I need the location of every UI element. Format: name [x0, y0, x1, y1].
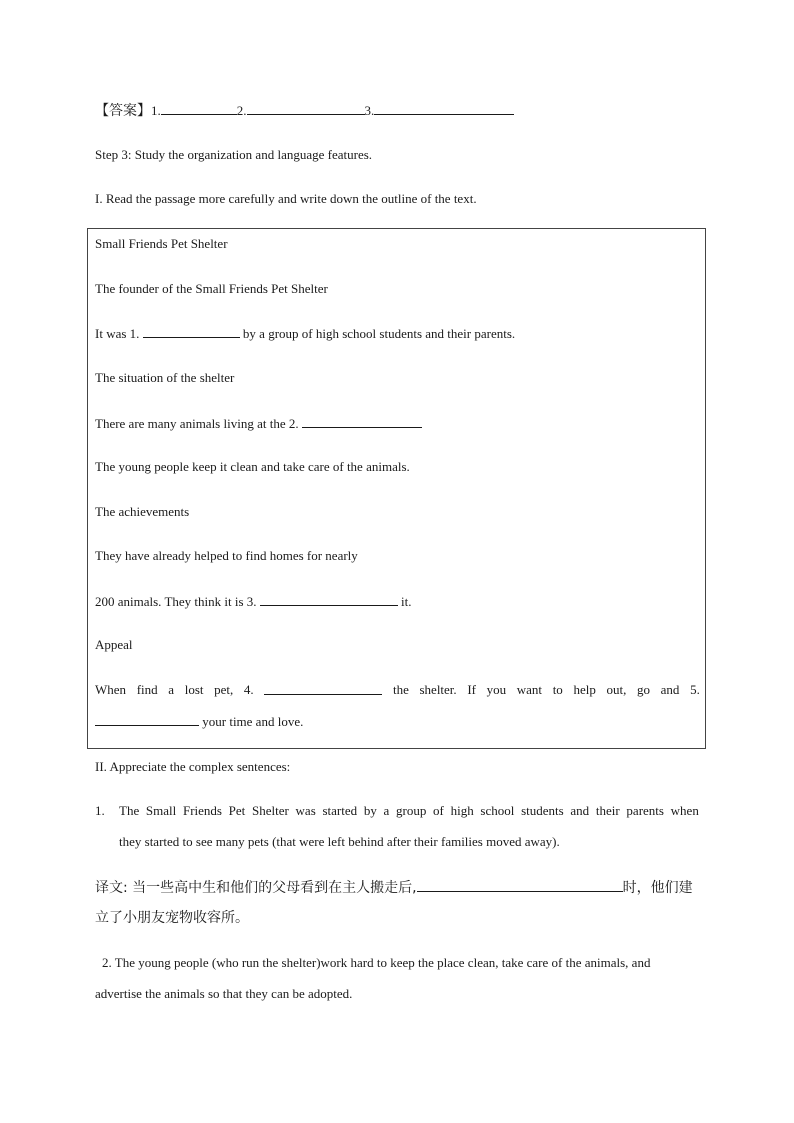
blank-3[interactable]: [260, 592, 398, 606]
translation-blank[interactable]: [417, 878, 623, 892]
sentence2-line-2: advertise the animals so that they can be adopted.: [95, 986, 353, 1001]
sentence2-line-1: 2. The young people (who run the shelter)work hard to keep the place clean, take care of the animals, and: [102, 955, 651, 970]
situation-line-2: The young people keep it clean and take care of the animals.: [95, 459, 410, 474]
achievements-line-1: They have already helped to find homes for nearly: [95, 548, 358, 563]
step3-heading: Step 3: Study the organization and language features.: [95, 147, 373, 162]
outline-title: Small Friends Pet Shelter: [95, 236, 228, 251]
translation-line-1: 译文: 当一些高中生和他们的父母看到在主人搬走后, 时，他们建: [95, 880, 693, 896]
appeal-heading: Appeal: [95, 637, 133, 652]
founder-line: It was 1. by a group of high school students and their parents.: [95, 326, 516, 341]
appeal-line-1: When find a lost pet, 4. the shelter. If you want to help out, go and 5.: [95, 682, 700, 697]
achievements-heading: The achievements: [95, 504, 190, 519]
situation-heading: The situation of the shelter: [95, 370, 235, 385]
answer-blank-3[interactable]: [374, 101, 514, 115]
sentence1-number: 1.: [95, 803, 105, 818]
blank-4[interactable]: [264, 681, 382, 695]
section1-title: I. Read the passage more carefully and write down the outline of the text.: [95, 191, 477, 206]
answer-blank-1[interactable]: [161, 101, 237, 115]
founder-heading: The founder of the Small Friends Pet Shelter: [95, 281, 328, 296]
answer-number-2: 2.: [236, 103, 247, 118]
outline-box: [87, 228, 706, 749]
answer-number-1: 1.: [151, 103, 161, 118]
section2-title: II. Appreciate the complex sentences:: [95, 759, 291, 774]
answer-line: [95, 101, 514, 120]
answer-blank-2[interactable]: [247, 101, 365, 115]
blank-5[interactable]: [95, 712, 199, 726]
appeal-line-2: your time and love.: [95, 712, 303, 731]
answer-label: 【答案】: [95, 103, 151, 119]
blank-2[interactable]: [302, 414, 422, 428]
sentence1-line-1: The Small Friends Pet Shelter was started by a group of high school students and their parents when: [119, 803, 699, 818]
achievements-line-2: 200 animals. They think it is 3. it.: [95, 594, 412, 609]
blank-1[interactable]: [143, 324, 240, 338]
answer-number-3: 3.: [364, 103, 375, 118]
situation-line-1: There are many animals living at the 2.: [95, 414, 422, 433]
translation-line-2: 立了小朋友宠物收容所。: [95, 910, 249, 926]
sentence1-line-2: they started to see many pets (that were left behind after their families moved away).: [119, 834, 560, 849]
